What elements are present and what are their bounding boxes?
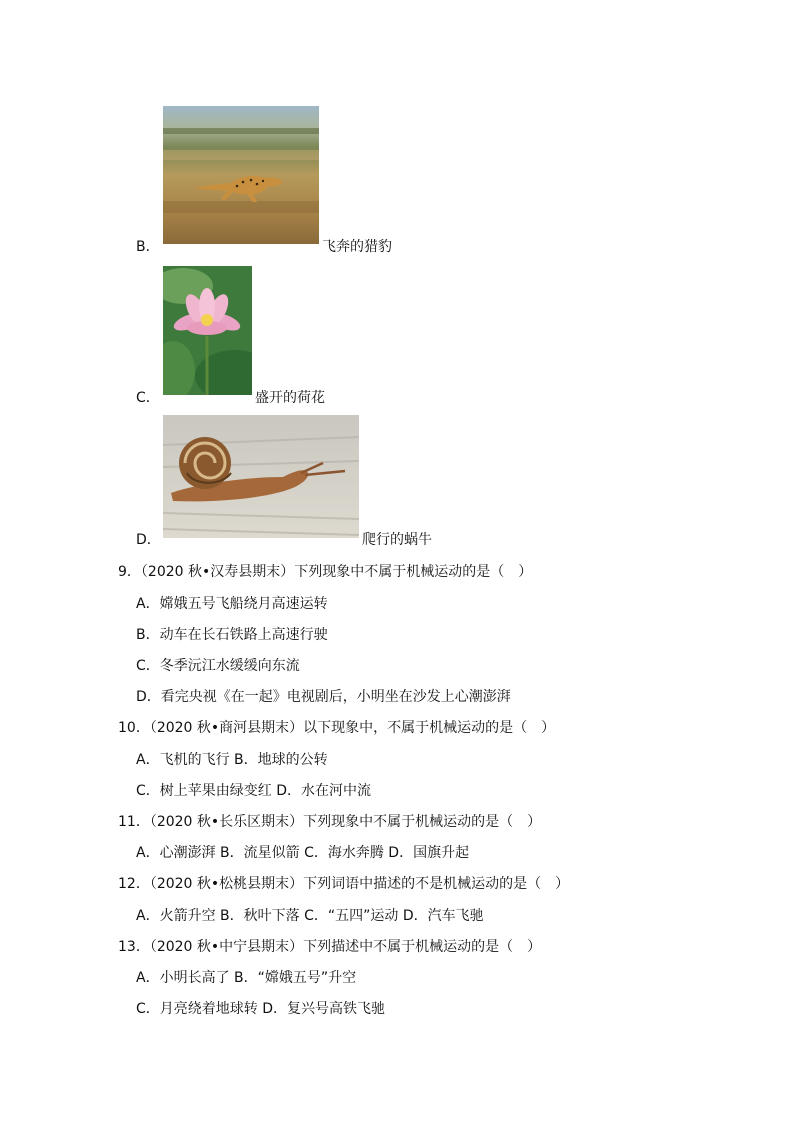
question-10-answers-ab: A．飞机的飞行 B．地球的公转 [136, 752, 328, 768]
question-11-answers: A．心潮澎湃 B．流星似箭 C．海水奔腾 D．国旗升起 [136, 845, 470, 861]
option-d-caption: 爬行的蜗牛 [362, 532, 432, 548]
lotus-photo [163, 266, 252, 395]
question-9-answer-d: D．看完央视《在一起》电视剧后，小明坐在沙发上心潮澎湃 [136, 689, 511, 705]
option-b-caption: 飞奔的猎豹 [322, 239, 392, 255]
question-12-answers: A．火箭升空 B．秋叶下落 C．“五四”运动 D．汽车飞驰 [136, 908, 484, 924]
question-9-answer-b: B．动车在长石铁路上高速行驶 [136, 627, 328, 643]
question-10-answers-cd: C．树上苹果由绿变红 D．水在河中流 [136, 783, 372, 799]
option-d-label: D． [136, 532, 161, 548]
question-9-answer-c: C．冬季沅江水缓缓向东流 [136, 658, 300, 674]
question-12: 12．（2020 秋•松桃县期末）下列词语中描述的不是机械运动的是（ ） [118, 876, 570, 892]
snail-photo [163, 415, 359, 538]
question-13-answers-ab: A．小明长高了 B．“嫦娥五号”升空 [136, 970, 357, 986]
question-9: 9．（2020 秋•汉寿县期末）下列现象中不属于机械运动的是（ ） [118, 564, 533, 580]
question-13-answers-cd: C．月亮绕着地球转 D．复兴号高铁飞驰 [136, 1001, 386, 1017]
cheetah-photo [163, 106, 319, 244]
question-9-answer-a: A．嫦娥五号飞船绕月高速运转 [136, 596, 328, 612]
option-b-label: B． [136, 239, 160, 255]
question-11: 11．（2020 秋•长乐区期末）下列现象中不属于机械运动的是（ ） [118, 814, 542, 830]
option-c-caption: 盛开的荷花 [255, 390, 325, 406]
question-13: 13．（2020 秋•中宁县期末）下列描述中不属于机械运动的是（ ） [118, 939, 542, 955]
option-c-label: C． [136, 390, 160, 406]
question-10: 10．（2020 秋•商河县期末）以下现象中，不属于机械运动的是（ ） [118, 720, 556, 736]
